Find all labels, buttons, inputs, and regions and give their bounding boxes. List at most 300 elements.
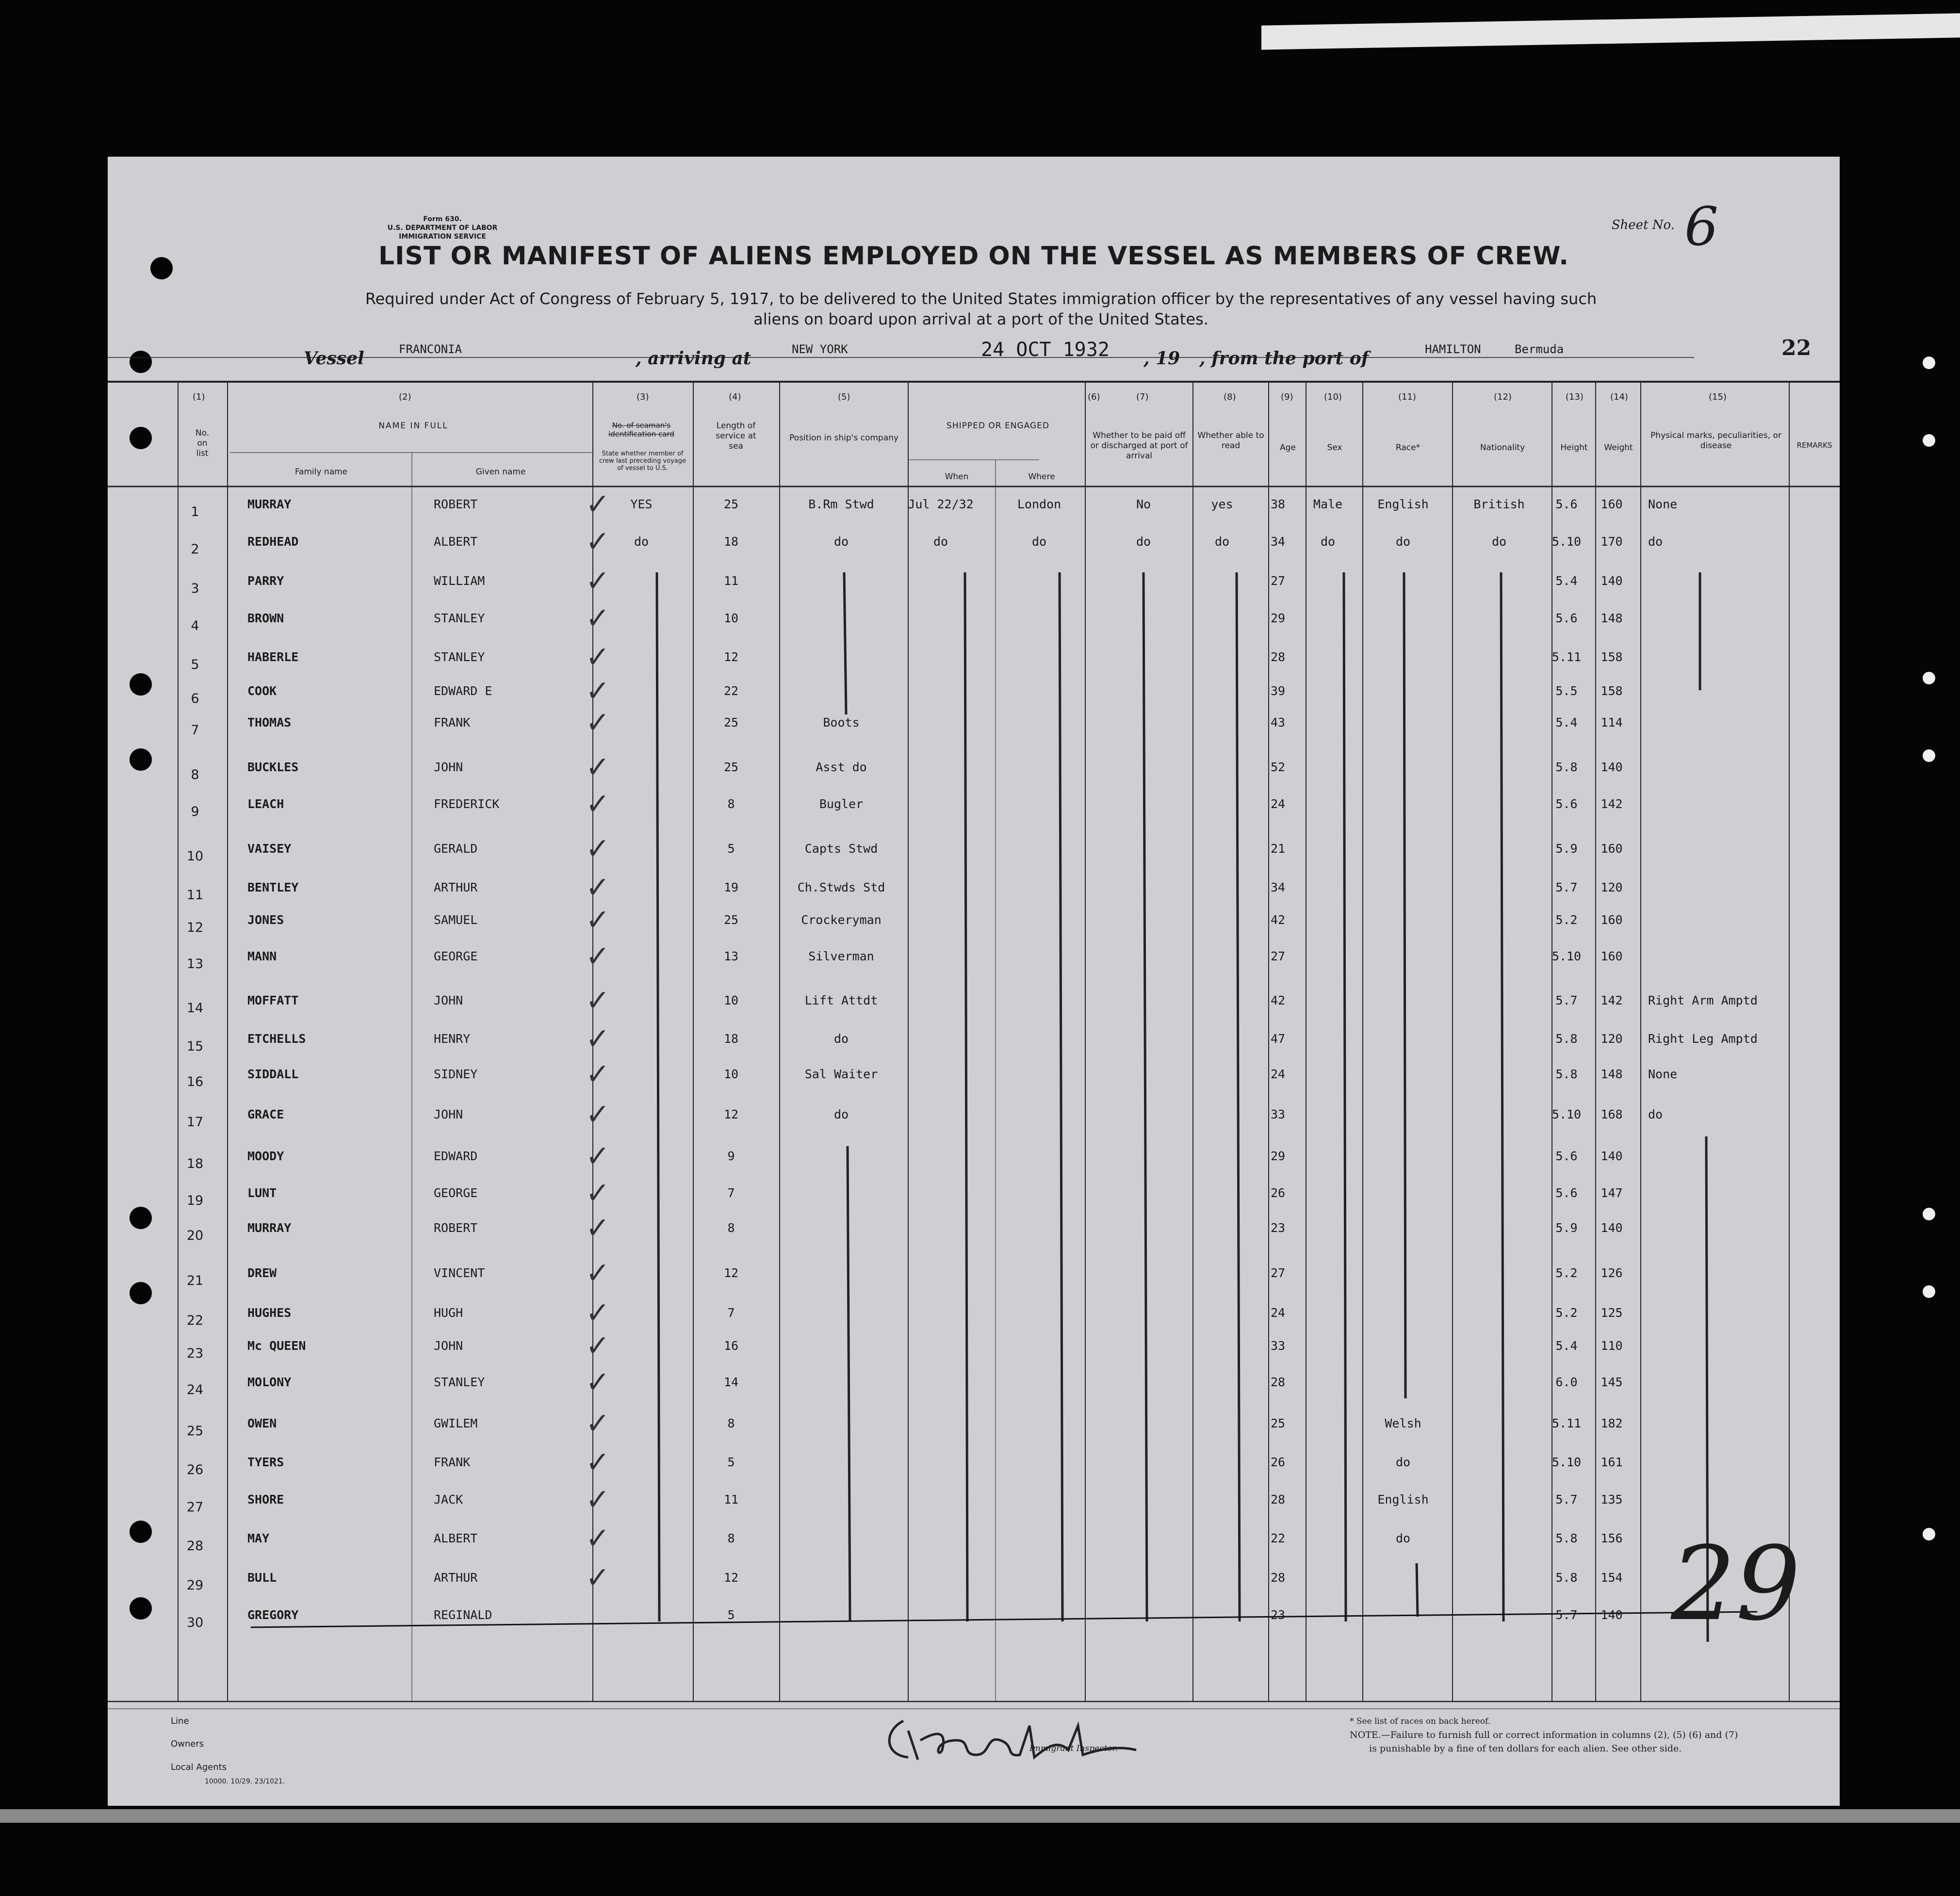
paid-off: No [1136,497,1151,511]
weight: 140 [1601,1608,1623,1622]
length-of-service: 11 [723,574,739,588]
weight: 140 [1601,1149,1623,1163]
punch-hole [1923,1285,1935,1298]
check-mark-icon: ✓ [586,1365,610,1399]
check-mark-icon: ✓ [586,601,610,635]
race: do [1395,1531,1411,1545]
age: 28 [1270,650,1286,664]
family-name: ETCHELLS [247,1032,306,1046]
row-number: 5 [191,657,199,672]
length-of-service: 25 [723,913,739,927]
age: 39 [1270,684,1286,698]
weight: 170 [1601,535,1623,549]
vessel-label: Vessel [304,348,364,369]
race-note: * See list of races on back hereof. [1350,1717,1491,1726]
length-of-service: 8 [727,1531,735,1545]
given-name: JOHN [434,993,463,1007]
row-number: 29 [186,1578,204,1593]
punch-hole [1923,357,1935,369]
family-name: Mc QUEEN [247,1339,306,1353]
punch-hole [1923,749,1935,762]
weight: 140 [1601,760,1623,774]
family-name: DREW [247,1266,277,1280]
check-mark-icon: ✓ [586,1256,610,1290]
length-of-service: 8 [727,1221,735,1235]
vessel-name: FRANCONIA [399,342,462,356]
race: do [1395,1455,1411,1469]
race: do [1395,535,1411,549]
given-name: EDWARD [434,1149,478,1163]
sheet-label: Sheet No. [1611,218,1675,232]
subtitle-line: Required under Act of Congress of February 5, 1917, to be delivered to the United States immigration officer by the representatives of any vessel having such [365,290,1597,308]
col-no-on-list: No. on list [195,428,210,458]
given-name: SIDNEY [434,1067,478,1081]
age: 42 [1270,993,1286,1007]
row-number: 9 [191,804,199,819]
weight: 160 [1601,497,1623,511]
physical-marks: Right Leg Amptd [1648,1032,1758,1046]
weight: 142 [1601,797,1623,811]
age: 26 [1270,1455,1286,1469]
col-number: (2) [399,392,411,402]
length-of-service: 10 [723,611,739,625]
weight: 126 [1601,1266,1623,1280]
col-number: (10) [1324,392,1342,402]
position: Boots [823,715,860,729]
check-mark-icon: ✓ [586,706,610,740]
height: 5.6 [1555,497,1578,511]
given-name: JOHN [434,1339,463,1353]
row-number: 11 [186,888,204,903]
punch-hole [1923,1528,1935,1540]
length-of-service: 12 [723,650,739,664]
weight: 160 [1601,913,1623,927]
check-mark-icon: ✓ [586,984,610,1018]
col-able-to-read: Whether able to read [1197,431,1264,451]
row-number: 15 [186,1039,204,1054]
height: 6.0 [1555,1375,1578,1389]
row-number: 19 [186,1193,204,1208]
position: Bugler [819,797,864,811]
row-number: 24 [186,1382,204,1397]
age: 38 [1270,497,1286,511]
given-name: ALBERT [434,1531,478,1545]
age: 28 [1270,1375,1286,1389]
row-number: 7 [191,723,199,738]
age: 47 [1270,1032,1286,1046]
height: 5.5 [1555,684,1578,698]
given-name: STANLEY [434,650,485,664]
col-nationality: Nationality [1480,443,1525,453]
check-mark-icon: ✓ [586,525,610,559]
height: 5.4 [1555,715,1578,729]
given-name: STANLEY [434,611,485,625]
age: 26 [1270,1186,1286,1200]
col-given-name: Given name [475,467,526,477]
col-height: Height [1560,443,1588,453]
height: 5.6 [1555,1149,1578,1163]
check-mark-icon: ✓ [586,1561,610,1595]
family-name: MOFFATT [247,993,299,1007]
length-of-service: 25 [723,715,739,729]
height: 5.8 [1555,760,1578,774]
position: Asst do [816,760,867,774]
family-name: MOLONY [247,1375,292,1389]
length-of-service: 19 [723,880,739,894]
row-number: 26 [186,1462,204,1477]
weight: 148 [1601,1067,1623,1081]
punch-hole [1923,1208,1935,1220]
height: 5.8 [1555,1067,1578,1081]
able-to-read: yes [1211,497,1233,511]
subtitle-line: aliens on board upon arrival at a port of the United States. [753,310,1209,328]
check-mark-icon: ✓ [586,1522,610,1556]
family-name: SHORE [247,1492,284,1507]
physical-marks: Right Arm Amptd [1648,993,1758,1007]
given-name: ROBERT [434,497,478,511]
age: 42 [1270,913,1286,927]
family-name: GRACE [247,1107,284,1121]
weight: 158 [1601,684,1623,698]
check-mark-icon: ✓ [586,1176,610,1210]
check-mark-icon: ✓ [586,640,610,674]
position: do [833,1107,849,1121]
length-of-service: 10 [723,993,739,1007]
col-number: (8) [1224,392,1236,402]
col-remarks: REMARKS [1797,441,1832,450]
check-mark-icon: ✓ [586,674,610,708]
col-number: (5) [838,392,850,402]
age: 27 [1270,949,1286,963]
check-mark-icon: ✓ [586,832,610,866]
col-number: (13) [1566,392,1584,402]
height: 5.10 [1552,1455,1582,1469]
length-of-service: 16 [723,1339,739,1353]
race: English [1377,1492,1429,1507]
position: B.Rm Stwd [808,497,874,511]
length-of-service: 12 [723,1266,739,1280]
row-number: 23 [186,1346,204,1361]
age: 52 [1270,760,1286,774]
given-name: HENRY [434,1032,471,1046]
given-name: REGINALD [434,1608,492,1622]
weight: 168 [1601,1107,1623,1121]
age: 21 [1270,842,1286,856]
family-name: JONES [247,913,284,927]
check-mark-icon: ✓ [586,1022,610,1056]
from-place: Bermuda [1515,342,1564,356]
length-of-service: 25 [723,497,739,511]
check-mark-icon: ✓ [586,787,610,821]
height: 5.9 [1555,1221,1578,1235]
check-mark-icon: ✓ [586,1057,610,1091]
col-number: (1) [193,392,205,402]
physical-marks: do [1648,1107,1663,1121]
col-where: Where [1028,472,1055,482]
weight: 161 [1601,1455,1623,1469]
age: 28 [1270,1571,1286,1585]
year-label: , 19 [1143,348,1180,369]
row-number: 16 [186,1074,204,1089]
given-name: ARTHUR [434,880,478,894]
weight: 140 [1601,1221,1623,1235]
given-name: VINCENT [434,1266,485,1280]
given-name: GWILEM [434,1416,478,1430]
given-name: ROBERT [434,1221,478,1235]
inspector-signature [874,1711,1214,1769]
weight: 114 [1601,715,1623,729]
check-mark-icon: ✓ [586,1098,610,1132]
family-name: SIDDALL [247,1067,299,1081]
row-number: 3 [191,581,199,596]
physical-marks: None [1648,1067,1678,1081]
shipped-where: London [1017,497,1062,511]
check-mark-icon: ✓ [586,903,610,937]
row-number: 8 [191,767,199,782]
height: 5.6 [1555,611,1578,625]
height: 5.8 [1555,1032,1578,1046]
check-mark-icon: ✓ [586,1483,610,1517]
family-name: LEACH [247,797,284,811]
row-number: 14 [186,1001,204,1016]
height: 5.11 [1552,1416,1582,1430]
age: 22 [1270,1531,1286,1545]
row-number: 25 [186,1424,204,1439]
length-of-service: 22 [723,684,739,698]
crew-tally: 29 [1671,1524,1801,1643]
check-mark-icon: ✓ [586,1211,610,1245]
previous-voyage: do [634,535,649,549]
check-mark-icon: ✓ [586,940,610,973]
family-name: GREGORY [247,1608,299,1622]
nationality: do [1491,535,1507,549]
row-number: 22 [186,1313,204,1328]
weight: 145 [1601,1375,1623,1389]
row-number: 13 [186,956,204,972]
age: 24 [1270,1067,1286,1081]
family-name: LUNT [247,1186,277,1200]
col-weight: Weight [1604,443,1633,453]
weight: 125 [1601,1306,1623,1320]
physical-marks: do [1648,535,1663,549]
weight: 156 [1601,1531,1623,1545]
weight: 148 [1601,611,1623,625]
col-number: (14) [1610,392,1628,402]
from-port-label: , from the port of [1199,348,1369,369]
family-name: BULL [247,1571,277,1585]
arriving-port: NEW YORK [792,342,848,356]
family-name: BROWN [247,611,284,625]
print-code: 10000. 10/29. 23/1021. [205,1778,285,1785]
age: 27 [1270,574,1286,588]
height: 5.6 [1555,1186,1578,1200]
age: 23 [1270,1608,1286,1622]
family-name: BENTLEY [247,880,299,894]
family-name: MOODY [247,1149,284,1163]
position: do [833,535,849,549]
check-mark-icon: ✓ [586,564,610,598]
weight: 182 [1601,1416,1623,1430]
height: 5.7 [1555,880,1578,894]
length-of-service: 10 [723,1067,739,1081]
length-of-service: 5 [727,842,735,856]
penalty-note: NOTE.—Failure to furnish full or correct information in columns (2), (5) (6) and (7) [1350,1730,1738,1740]
family-name: COOK [247,684,277,698]
col-sex: Sex [1327,443,1342,453]
age: 34 [1270,535,1286,549]
age: 43 [1270,715,1286,729]
weight: 160 [1601,949,1623,963]
given-name: ALBERT [434,535,478,549]
family-name: PARRY [247,574,284,588]
shipped-when: Jul 22/32 [908,497,974,511]
shipped-when: do [933,535,948,549]
given-name: EDWARD E [434,684,492,698]
row-number: 1 [191,504,199,519]
position: Sal Waiter [804,1067,878,1081]
age: 29 [1270,611,1286,625]
height: 5.2 [1555,1306,1578,1320]
position: Silverman [808,949,874,963]
position: Crockeryman [801,913,882,927]
given-name: FRANK [434,1455,471,1469]
height: 5.6 [1555,797,1578,811]
line-label: Line [171,1716,189,1726]
given-name: JOHN [434,760,463,774]
inspector-label: Immigrant Inspector. [1029,1744,1118,1753]
height: 5.9 [1555,842,1578,856]
family-name: HABERLE [247,650,299,664]
owners-label: Owners [171,1739,204,1749]
col-when: When [945,472,969,482]
punch-hole [1923,672,1935,684]
position: Capts Stwd [804,842,878,856]
col-previous-voyage: State whether member of crew last preceding voyage of vessel to U.S. [599,450,686,472]
weight: 140 [1601,574,1623,588]
height: 5.8 [1555,1571,1578,1585]
height: 5.7 [1555,1608,1578,1622]
length-of-service: 11 [723,1492,739,1507]
given-name: GERALD [434,842,478,856]
family-name: MANN [247,949,277,963]
check-mark-icon: ✓ [586,487,610,521]
able-to-read: do [1214,535,1230,549]
col-length-of-service: Length of service at sea [716,421,756,451]
check-mark-icon: ✓ [586,871,610,905]
row-number: 28 [186,1539,204,1554]
sex: do [1320,535,1336,549]
arrival-date: 24 OCT 1932 [981,339,1110,361]
weight: 147 [1601,1186,1623,1200]
age: 23 [1270,1221,1286,1235]
weight: 160 [1601,842,1623,856]
age: 24 [1270,797,1286,811]
length-of-service: 12 [723,1107,739,1121]
given-name: JOHN [434,1107,463,1121]
age: 29 [1270,1149,1286,1163]
row-number: 27 [186,1500,204,1515]
col-number: (3) [637,392,649,402]
col-number: (4) [729,392,741,402]
given-name: GEORGE [434,949,478,963]
height: 5.10 [1552,949,1582,963]
manifest-sheet [108,157,1840,1806]
col-position: Position in ship's company [789,433,898,443]
height: 5.11 [1552,650,1582,664]
previous-voyage: YES [630,497,653,511]
col-race: Race* [1395,443,1421,453]
family-name: HUGHES [247,1306,292,1320]
row-number: 6 [191,691,199,706]
race: English [1377,497,1429,511]
height: 5.4 [1555,574,1578,588]
row-number: 10 [186,849,204,864]
sex: Male [1313,497,1343,511]
page-mark: 22 [1781,336,1812,360]
col-number: (11) [1398,392,1416,402]
given-name: ARTHUR [434,1571,478,1585]
family-name: MURRAY [247,1221,292,1235]
check-mark-icon: ✓ [586,1296,610,1330]
family-name: OWEN [247,1416,277,1430]
given-name: WILLIAM [434,574,485,588]
height: 5.7 [1555,993,1578,1007]
age: 28 [1270,1492,1286,1507]
age: 33 [1270,1107,1286,1121]
length-of-service: 5 [727,1608,735,1622]
col-number: (6) [1088,392,1100,402]
age: 34 [1270,880,1286,894]
row-number: 2 [191,542,199,557]
family-name: MURRAY [247,497,292,511]
arriving-label: , arriving at [636,348,751,369]
check-mark-icon: ✓ [586,750,610,784]
row-number: 17 [186,1115,204,1130]
family-name: MAY [247,1531,270,1545]
given-name: STANLEY [434,1375,485,1389]
check-mark-icon: ✓ [586,1329,610,1363]
weight: 135 [1601,1492,1623,1507]
col-number: (15) [1709,392,1727,402]
col-number: (9) [1281,392,1293,402]
age: 27 [1270,1266,1286,1280]
height: 5.8 [1555,1531,1578,1545]
age: 24 [1270,1306,1286,1320]
col-number: (12) [1494,392,1512,402]
position: do [833,1032,849,1046]
check-mark-icon: ✓ [586,1445,610,1479]
family-name: VAISEY [247,842,292,856]
age: 25 [1270,1416,1286,1430]
length-of-service: 14 [723,1375,739,1389]
page-title: LIST OR MANIFEST OF ALIENS EMPLOYED ON THE VESSEL AS MEMBERS OF CREW. [378,242,1569,271]
row-number: 18 [186,1156,204,1171]
col-shipped-engaged: SHIPPED OR ENGAGED [947,421,1049,431]
col-physical-marks: Physical marks, peculiarities, or disease [1650,431,1781,451]
row-number: 20 [186,1228,204,1243]
sheet-number: 6 [1684,195,1718,258]
check-mark-icon: ✓ [586,1407,610,1441]
col-paid-off: Whether to be paid off or discharged at port of arrival [1090,431,1188,461]
paid-off: do [1136,535,1151,549]
row-number: 21 [186,1273,204,1288]
length-of-service: 18 [723,535,739,549]
height: 5.10 [1552,1107,1582,1121]
agents-label: Local Agents [171,1762,227,1772]
weight: 154 [1601,1571,1623,1585]
weight: 158 [1601,650,1623,664]
penalty-note-cont: is punishable by a fine of ten dollars for each alien. See other side. [1369,1743,1682,1754]
